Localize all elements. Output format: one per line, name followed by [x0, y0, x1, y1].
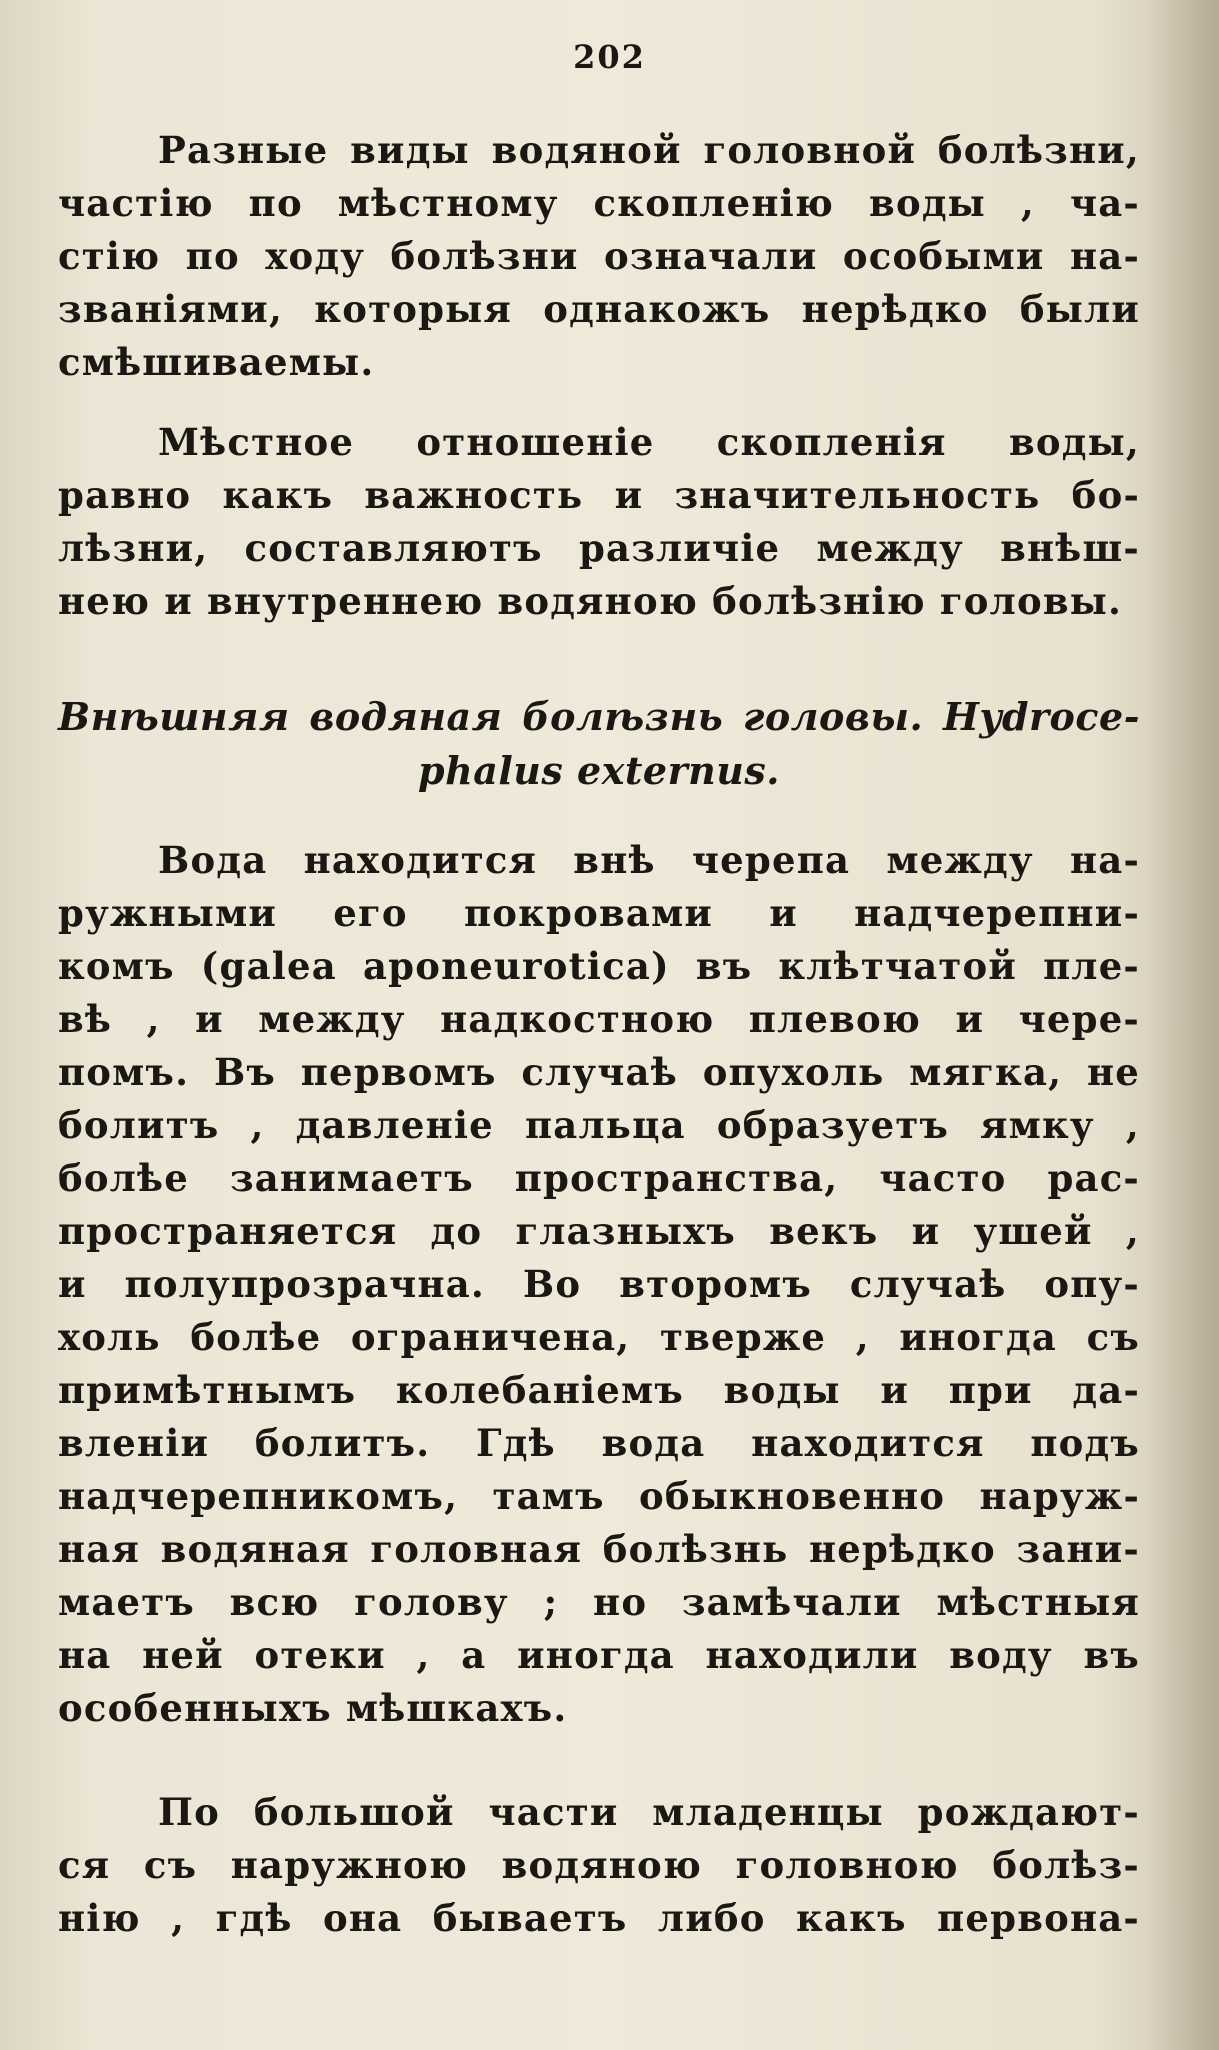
text-line: ружными его покровами и надчерепни-	[58, 891, 1140, 935]
text-line: ся съ наружною водяною головною болѣз-	[58, 1843, 1140, 1887]
paragraph-1	[58, 128, 1140, 393]
text-line: лѣзни, составляютъ различіе между внѣш-	[58, 526, 1140, 570]
text-line: Разные виды водяной головной болѣзни,	[158, 128, 1140, 172]
text-line: смѣшиваемы.	[58, 340, 375, 384]
text-line: комъ (galea aponeurotica) въ клѣтчатой пле-	[58, 944, 1140, 988]
heading-line: Внѣшняя водяная болѣзнь головы. Hydroce-	[58, 694, 1140, 739]
text-line: болитъ , давленіе пальца образуетъ ямку ,	[58, 1103, 1140, 1147]
text-line: По большой части младенцы рождают-	[158, 1790, 1140, 1834]
text-line: ная водяная головная болѣзнь нерѣдко зани-	[58, 1527, 1140, 1571]
paragraph-3	[58, 838, 1140, 1739]
paragraph-4	[58, 1790, 1140, 1949]
text-line: холь болѣе ограничена, тверже , иногда съ	[58, 1315, 1140, 1359]
text-line: на ней отеки , а иногда находили воду въ	[58, 1633, 1140, 1677]
text-line: болѣе занимаетъ пространства, часто рас-	[58, 1156, 1140, 1200]
text-line: помъ. Въ первомъ случаѣ опухоль мягка, не	[58, 1050, 1140, 1094]
paragraph-2	[58, 420, 1140, 632]
text-line: примѣтнымъ колебаніемъ воды и при да-	[58, 1368, 1140, 1412]
text-line: званіями, которыя однакожъ нерѣдко были	[58, 287, 1140, 331]
section-heading	[58, 690, 1140, 798]
text-line: нію , гдѣ она бываетъ либо какъ первона-	[58, 1896, 1140, 1940]
text-line: пространяется до глазныхъ векъ и ушей ,	[58, 1209, 1140, 1253]
text-line: особенныхъ мѣшкахъ.	[58, 1686, 568, 1730]
heading-line: phalus externus.	[418, 748, 780, 793]
text-line: вѣ , и между надкостною плевою и чере-	[58, 997, 1140, 1041]
text-line: частію по мѣстному скопленію воды , ча-	[58, 181, 1140, 225]
text-line: надчерепникомъ, тамъ обыкновенно наруж-	[58, 1474, 1140, 1518]
text-line: вленіи болитъ. Гдѣ вода находится подъ	[58, 1421, 1140, 1465]
page-number: 202	[573, 38, 646, 76]
text-line: Мѣстное отношеніе скопленія воды,	[158, 420, 1140, 464]
text-line: и полупрозрачна. Во второмъ случаѣ опу-	[58, 1262, 1140, 1306]
text-line: нею и внутреннею водяною болѣзнію головы.	[58, 579, 1123, 623]
text-line: равно какъ важность и значительность бо-	[58, 473, 1140, 517]
text-line: Вода находится внѣ черепа между на-	[158, 838, 1140, 882]
text-line: стію по ходу болѣзни означали особыми на-	[58, 234, 1140, 278]
binding-shadow	[1149, 0, 1219, 2050]
text-line: маетъ всю голову ; но замѣчали мѣстныя	[58, 1580, 1140, 1624]
